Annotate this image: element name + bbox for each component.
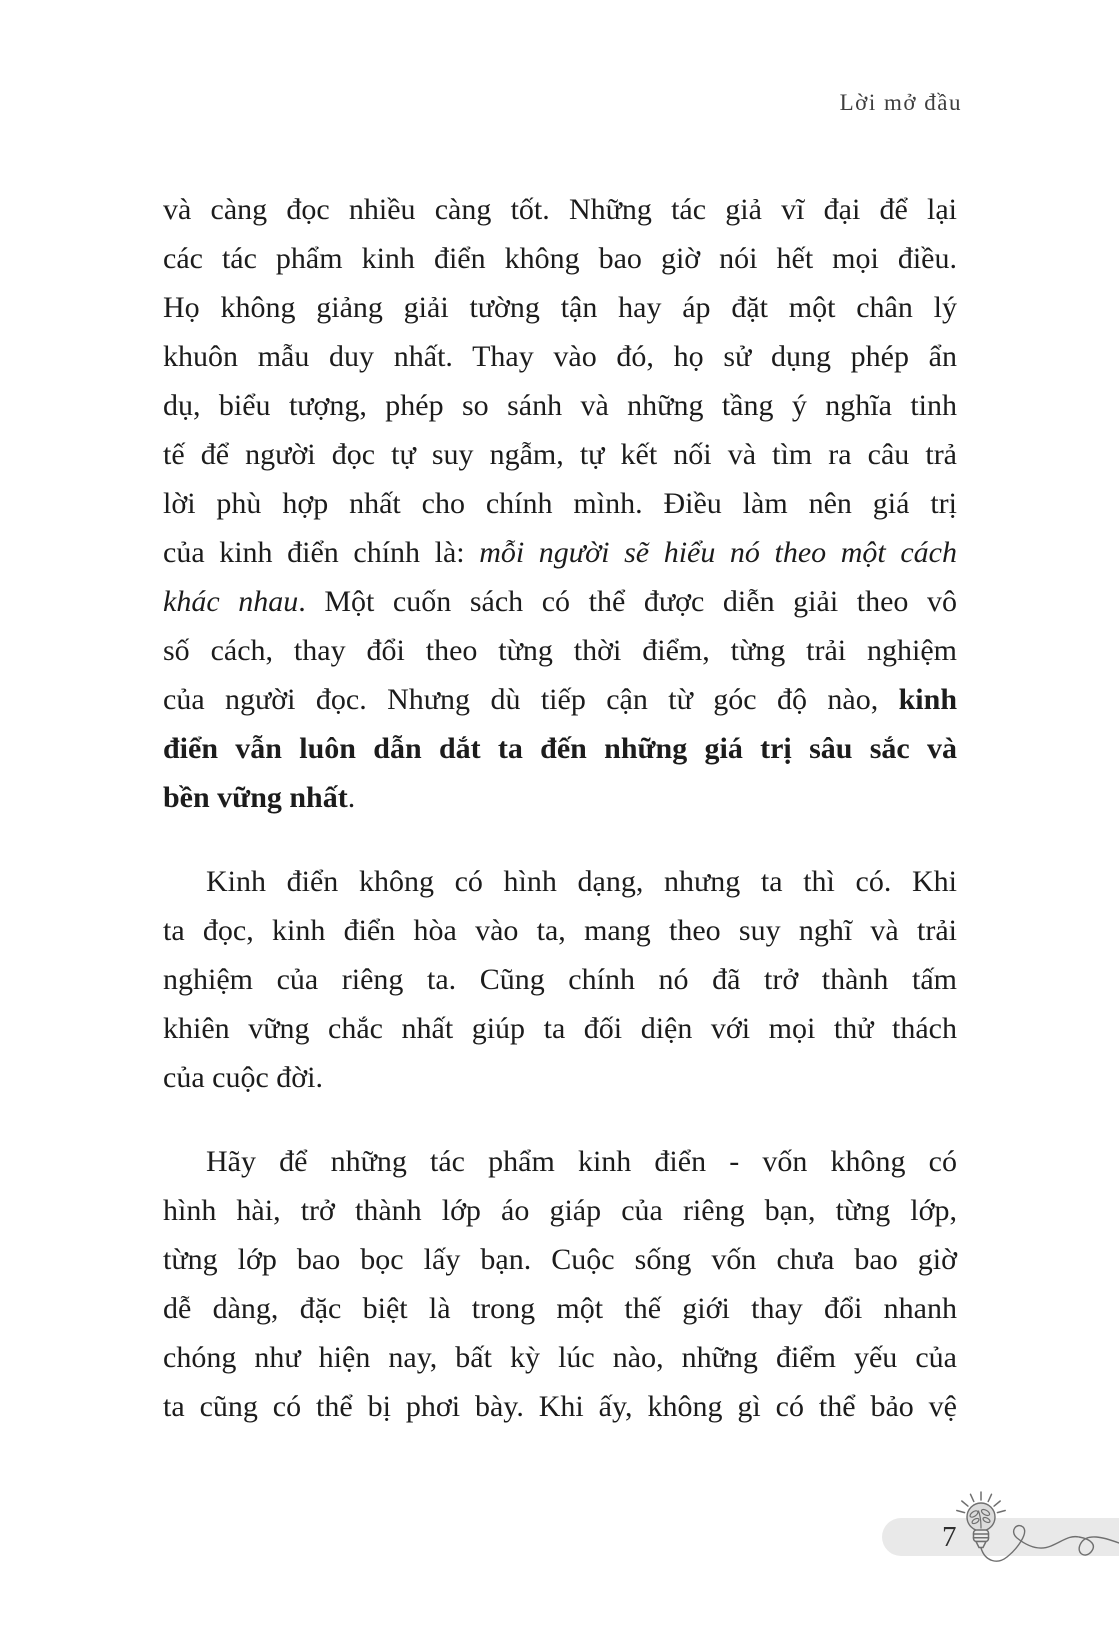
text-line (163, 430, 957, 479)
text-line (163, 1235, 957, 1284)
paragraph (163, 185, 957, 822)
text-line (163, 1137, 957, 1186)
italic-text: mỗi người sẽ hiểu nó theo một cách (479, 536, 957, 569)
text-line (163, 479, 957, 528)
body-text-segment: lời phù hợp nhất cho chính mình. Điều làm nên giá trị (163, 487, 957, 520)
body-text-segment: . Một cuốn sách có thể được diễn giải theo vô (298, 585, 957, 618)
italic-text: khác nhau (163, 585, 299, 618)
page-body (163, 185, 957, 1431)
text-line (163, 1333, 957, 1382)
running-header: Lời mở đầu (839, 90, 962, 115)
body-text-segment: dụ, biểu tượng, phép so sánh và những tầng ý nghĩa tinh (163, 389, 957, 422)
body-text-segment: hình hài, trở thành lớp áo giáp của riêng bạn, từng lớp, (163, 1194, 957, 1227)
text-line (163, 857, 957, 906)
text-line (163, 234, 957, 283)
bulb-base (974, 1530, 989, 1548)
text-line (163, 906, 957, 955)
body-text-segment: . (347, 781, 356, 814)
bold-text: điển vẫn luôn dẫn dắt ta đến những giá trị sâu sắc và (163, 732, 957, 765)
text-line (163, 1004, 957, 1053)
bold-text: bền vững nhất (163, 781, 348, 814)
doodle-wire (981, 1526, 1119, 1562)
body-text-segment: khuôn mẫu duy nhất. Thay vào đó, họ sử dụng phép ẩn (163, 340, 957, 373)
body-text-segment: ta đọc, kinh điển hòa vào ta, mang theo suy nghĩ và trải (163, 914, 957, 947)
body-text-segment: các tác phẩm kinh điển không bao giờ nói hết mọi điều. (163, 242, 957, 275)
text-line (163, 185, 957, 234)
text-line (163, 1186, 957, 1235)
body-text-segment: dễ dàng, đặc biệt là trong một thế giới thay đổi nhanh (163, 1292, 957, 1325)
text-line (163, 1284, 957, 1333)
paragraph (163, 857, 957, 1102)
body-text-segment: Hãy để những tác phẩm kinh điển - vốn không có (206, 1145, 957, 1178)
text-line (163, 332, 957, 381)
body-text-segment: chóng như hiện nay, bất kỳ lúc nào, những điểm yếu của (163, 1341, 957, 1374)
text-line (163, 955, 957, 1004)
body-text-segment: của cuộc đời. (163, 1061, 323, 1094)
text-line (163, 381, 957, 430)
text-line (163, 724, 957, 773)
body-text-segment: nghiệm của riêng ta. Cũng chính nó đã trở thành tấm (163, 963, 957, 996)
page-number: 7 (942, 1521, 957, 1553)
text-line (163, 626, 957, 675)
body-text-segment: Họ không giảng giải tường tận hay áp đặt một chân lý (163, 291, 957, 324)
text-line (163, 1382, 957, 1431)
body-text-segment: ta cũng có thể bị phơi bày. Khi ấy, không gì có thể bảo vệ (163, 1390, 957, 1423)
text-line (163, 283, 957, 332)
lightbulb-doodle-icon (935, 1483, 1119, 1583)
text-line (163, 773, 957, 822)
bold-text: kinh (898, 683, 957, 716)
body-text-segment: của kinh điển chính là: (163, 536, 480, 569)
text-line (163, 675, 957, 724)
text-line (163, 1053, 957, 1102)
body-text-segment: khiên vững chắc nhất giúp ta đối diện với mọi thử thách (163, 1012, 957, 1045)
body-text-segment: Kinh điển không có hình dạng, nhưng ta thì có. Khi (206, 865, 957, 898)
body-text-segment: từng lớp bao bọc lấy bạn. Cuộc sống vốn chưa bao giờ (163, 1243, 957, 1276)
body-text-segment: của người đọc. Nhưng dù tiếp cận từ góc độ nào, (163, 683, 899, 716)
text-line (163, 577, 957, 626)
body-text-segment: và càng đọc nhiều càng tốt. Những tác giả vĩ đại để lại (163, 193, 957, 226)
body-text-segment: số cách, thay đổi theo từng thời điểm, từng trải nghiệm (163, 634, 957, 667)
paragraph (163, 1137, 957, 1431)
body-text-segment: tế để người đọc tự suy ngẫm, tự kết nối và tìm ra câu trả (163, 438, 957, 471)
text-line (163, 528, 957, 577)
